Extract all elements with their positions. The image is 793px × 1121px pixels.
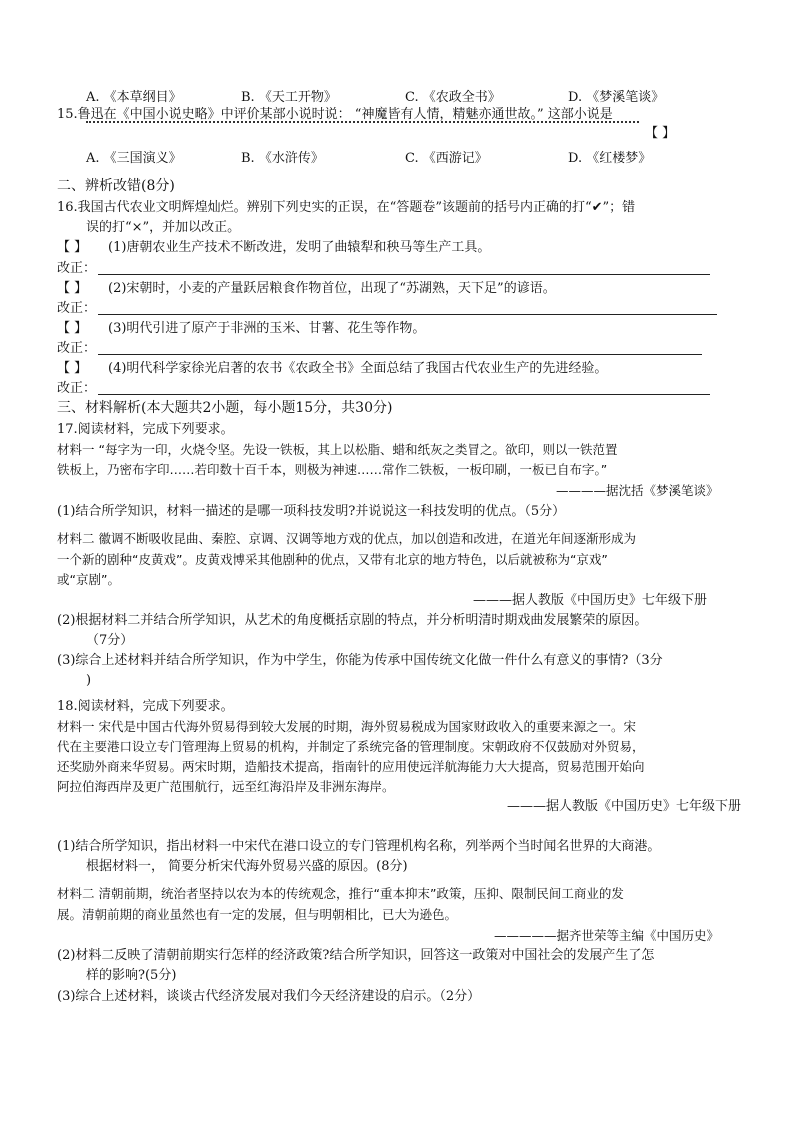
q16-item4-text: (4)明代科学家徐光启著的农书《农政全书》全面总结了我国古代农业生产的先进经验。 bbox=[108, 361, 608, 376]
q17-material2-line2: 一个新的剧种“皮黄戏”。皮黄戏博采其他剧种的优点，又带有北京的地方特色，以后就被称为“京戏” bbox=[57, 552, 608, 567]
q18-material1-source: ———据人教版《中国历史》七年级下册 bbox=[507, 799, 742, 814]
q16-item4-fix-line[interactable] bbox=[98, 394, 710, 395]
q14-option-b: B. 《天工开物》 bbox=[241, 90, 337, 105]
q16-item2-bracket[interactable]: 【 】 bbox=[57, 281, 88, 296]
q17-title: 17.阅读材料，完成下列要求。 bbox=[57, 422, 234, 437]
q17-question3-line1: (3)综合上述材料并结合所学知识，作为中学生，你能为传承中国传统文化做一件什么有意义的事情?（3分 bbox=[57, 653, 663, 668]
q16-line1: 16.我国古代农业文明辉煌灿烂。辨别下列史实的正误，在“答题卷”该题前的括号内正确的打“✔”；错 bbox=[57, 200, 636, 215]
q17-material2-line1: 材料二 徽调不断吸收昆曲、秦腔、京调、汉调等地方戏的优点，加以创造和改进，在道光年间逐渐形成为 bbox=[57, 531, 636, 546]
q16-item1-fix-line[interactable] bbox=[98, 274, 710, 275]
q18-question1-line1: (1)结合所学知识，指出材料一中宋代在港口设立的专门管理机构名称，列举两个当时闻名世界的大商港。 bbox=[57, 839, 661, 854]
q17-question2-line2: （7分） bbox=[86, 633, 134, 648]
q15-option-d: D. 《红楼梦》 bbox=[568, 151, 652, 166]
q14-option-d: D. 《梦溪笔谈》 bbox=[568, 90, 665, 105]
q16-item4-bracket[interactable]: 【 】 bbox=[57, 361, 88, 376]
q14-option-c: C. 《农政全书》 bbox=[405, 90, 501, 105]
q15-dotted-leader bbox=[86, 121, 639, 123]
q17-question1: (1)结合所学知识，材料一描述的是哪一项科技发明?并说说这一科技发明的优点。（5分） bbox=[57, 504, 566, 519]
q17-question2-line1: (2)根据材料二并结合所学知识，从艺术的角度概括京剧的特点，并分析明清时期戏曲发展繁荣的原因。 bbox=[57, 613, 648, 628]
q16-item1-bracket[interactable]: 【 】 bbox=[57, 240, 88, 255]
q15-stem: 15.鲁迅在《中国小说史略》中评价某部小说时说： “神魔皆有人情，精魅亦通世故。” 这部小说是 bbox=[57, 107, 613, 122]
q16-item1-text: (1)唐朝农业生产技术不断改进，发明了曲辕犁和秧马等生产工具。 bbox=[108, 240, 491, 255]
q17-material2-line3: 或“京剧”。 bbox=[57, 572, 120, 587]
section2-title: 二、辨析改错(8分) bbox=[57, 178, 175, 194]
q17-material1-line2: 铁板上，乃密布字印……若印数十百千本，则极为神速……常作二铁板，一板印刷，一板已自布字。” bbox=[57, 462, 608, 477]
q16-item3-fix-label: 改正： bbox=[57, 341, 97, 356]
q18-material2-line1: 材料二 清朝前期，统治者坚持以农为本的传统观念，推行“重本抑末”政策，压抑、限制民间工商业的发 bbox=[57, 886, 624, 901]
q18-question2-line1: (2)材料二反映了清朝前期实行怎样的经济政策?结合所学知识，回答这一政策对中国社会的发展产生了怎 bbox=[57, 948, 655, 963]
q16-item3-text: (3)明代引进了原产于非洲的玉米、甘薯、花生等作物。 bbox=[108, 321, 426, 336]
q18-material1-line3: 还奖励外商来华贸易。两宋时期，造船技术提高，指南针的应用使远洋航海能力大大提高，贸易范围开始向 bbox=[57, 759, 645, 774]
q16-item2-fix-label: 改正： bbox=[57, 301, 97, 316]
q15-option-c: C. 《西游记》 bbox=[405, 151, 488, 166]
q18-material1-line1: 材料一 宋代是中国古代海外贸易得到较大发展的时期，海外贸易税成为国家财政收入的重要来源之一。宋 bbox=[57, 719, 636, 734]
q18-question3: (3)综合上述材料，谈谈古代经济发展对我们今天经济建设的启示。（2分） bbox=[57, 989, 481, 1004]
section3-title: 三、材料解析(本大题共2小题，每小题15分，共30分) bbox=[57, 400, 393, 416]
q18-question2-line2: 样的影响?(5分) bbox=[86, 968, 177, 983]
q17-question3-line2: ) bbox=[86, 673, 92, 688]
q18-material1-line4: 阿拉伯海西岸及更广范围航行，远至红海沿岸及非洲东海岸。 bbox=[57, 779, 395, 794]
q17-material1-source: ————据沈括《梦溪笔谈》 bbox=[556, 483, 719, 498]
q16-line2: 误的打“×”，并加以改正。 bbox=[86, 220, 241, 235]
q16-item3-bracket[interactable]: 【 】 bbox=[57, 321, 88, 336]
q17-material2-source: ———据人教版《中国历史》七年级下册 bbox=[473, 593, 708, 608]
q16-item3-fix-line[interactable] bbox=[98, 354, 702, 355]
q16-item2-fix-line[interactable] bbox=[98, 314, 717, 315]
q17-material1-line1: 材料一 “每字为一印，火烧令坚。先设一铁板，其上以松脂、蜡和纸灰之类冒之。欲印，则以一铁范置 bbox=[57, 442, 618, 457]
q15-option-b: B. 《水浒传》 bbox=[241, 151, 324, 166]
q15-option-a: A. 《三国演义》 bbox=[86, 151, 182, 166]
q18-question1-line2: 根据材料一， 简要分析宋代海外贸易兴盛的原因。(8分) bbox=[86, 859, 408, 874]
q16-item4-fix-label: 改正： bbox=[57, 381, 97, 396]
q18-material2-line2: 展。清朝前期的商业虽然也有一定的发展，但与明朝相比，已大为逊色。 bbox=[57, 907, 458, 922]
q16-item1-fix-label: 改正： bbox=[57, 261, 97, 276]
q15-answer-bracket: 【 】 bbox=[645, 126, 676, 141]
q18-title: 18.阅读材料，完成下列要求。 bbox=[57, 699, 234, 714]
q16-item2-text: (2)宋朝时，小麦的产量跃居粮食作物首位，出现了“苏湖熟，天下足”的谚语。 bbox=[108, 281, 556, 296]
q18-material1-line2: 代在主要港口设立专门管理海上贸易的机构，并制定了系统完备的管理制度。宋朝政府不仅鼓励对外贸易， bbox=[57, 739, 645, 754]
q18-material2-source: —————据齐世荣等主编《中国历史》 bbox=[494, 928, 720, 943]
q14-option-a: A. 《本草纲目》 bbox=[86, 90, 182, 105]
